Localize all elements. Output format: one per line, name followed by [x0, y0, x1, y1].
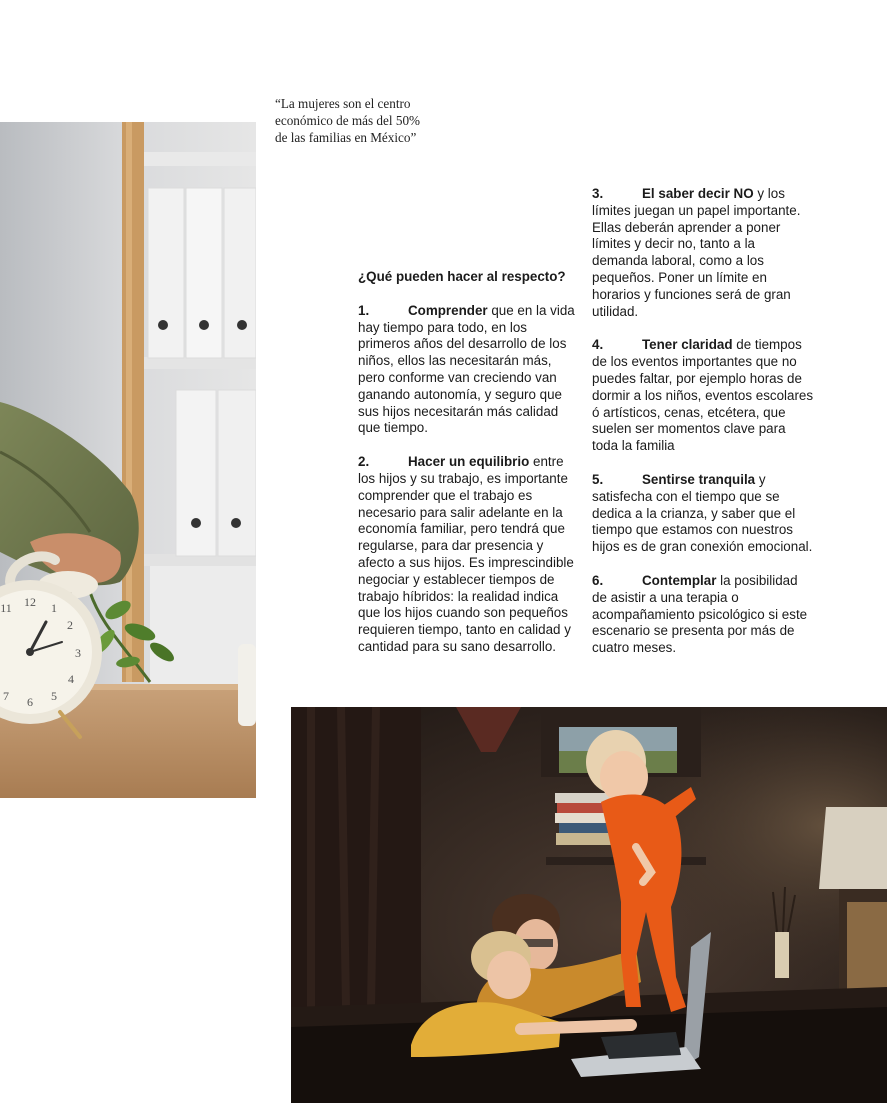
tip-text: entre los hijos y su trabajo, es importante comprender que el trabajo es necesario para salir adelante en la economía familiar, pero tendrá que regularse, para dar presencia y afecto a sus hijos. Es imprescindible negociar y establecer tiempos de trabajo híbridos: la realidad indica que los hijos cuando son pequeños requieren tiempo, tanto en calidad y cantidad para su sano desarrollo. — [358, 454, 574, 654]
tip-item-2 — [358, 454, 580, 656]
tip-item-4 — [592, 337, 814, 455]
tip-keyword: Contemplar — [642, 572, 717, 588]
tip-number: 4. — [592, 337, 604, 353]
office-clock-photo — [0, 122, 256, 798]
tip-number: 3. — [592, 186, 604, 201]
clock-numeral: 2 — [67, 618, 73, 632]
clock-numeral: 1 — [51, 601, 57, 615]
tip-item-3 — [592, 186, 814, 320]
tip-item-6 — [592, 573, 814, 657]
tip-keyword: El saber decir NO — [642, 186, 754, 201]
tip-item-1 — [358, 303, 580, 437]
clock-numeral: 7 — [3, 689, 9, 703]
pull-quote — [275, 95, 475, 146]
clock-numeral: 5 — [51, 689, 57, 703]
tip-text: de tiempos de los eventos importantes que no puedes faltar, por ejemplo horas de dormir a los niños, eventos escolares ó artísticos, cenas, etcétera, que suelen ser momentos clave para toda la familia — [592, 337, 814, 454]
tip-text: la posibilidad de asistir a una terapia o acompañamiento psicológico si este escenario se presenta por más de cuatro meses. — [592, 572, 808, 656]
article-column-right — [592, 186, 814, 674]
clock-numeral: 11 — [0, 601, 12, 615]
tip-keyword: Comprender — [408, 302, 488, 318]
tip-number: 6. — [592, 572, 604, 588]
tip-keyword: Tener claridad — [642, 337, 733, 353]
family-laptop-illustration — [291, 707, 887, 1103]
clock-numeral: 6 — [27, 695, 33, 709]
office-clock-illustration — [0, 122, 256, 798]
clock-numeral: 4 — [68, 672, 74, 686]
tip-item-5 — [592, 472, 814, 556]
tip-text: que en la vida hay tiempo para todo, en los primeros años del desarrollo de los niños, ellos las necesitarán más, pero conforme van creciendo van ganando autonomía, y seguro que sus hijos necesitarán más calidad que tiempo. — [358, 302, 575, 436]
pull-quote-line: “La mujeres son el centro — [275, 96, 411, 111]
tip-number: 5. — [592, 471, 604, 487]
section-heading: ¿Qué pueden hacer al respecto? — [358, 269, 566, 284]
family-laptop-photo — [291, 707, 887, 1103]
tip-number: 1. — [358, 302, 370, 318]
pull-quote-line: de las familias en México” — [275, 130, 417, 145]
tip-keyword: Sentirse tranquila — [642, 471, 756, 487]
tip-text: y satisfecha con el tiempo que se dedica a la crianza, y saber que el tiempo que estamos con nuestros hijos es de gran conexión emocional. — [592, 471, 813, 555]
tip-number: 2. — [358, 454, 370, 470]
tip-keyword: Hacer un equilibrio — [408, 454, 530, 470]
tip-text: y los límites juegan un papel importante. Ellas deberán aprender a poner límites y decir no, tanto a la demanda laboral, como a los pequeños. Poner un límite en horarios y funciones será de gran utilidad. — [592, 186, 801, 319]
clock-numeral: 12 — [24, 595, 36, 609]
article-column-left — [358, 269, 580, 673]
clock-numeral: 3 — [75, 646, 81, 660]
pull-quote-line: económico de más del 50% — [275, 113, 421, 128]
